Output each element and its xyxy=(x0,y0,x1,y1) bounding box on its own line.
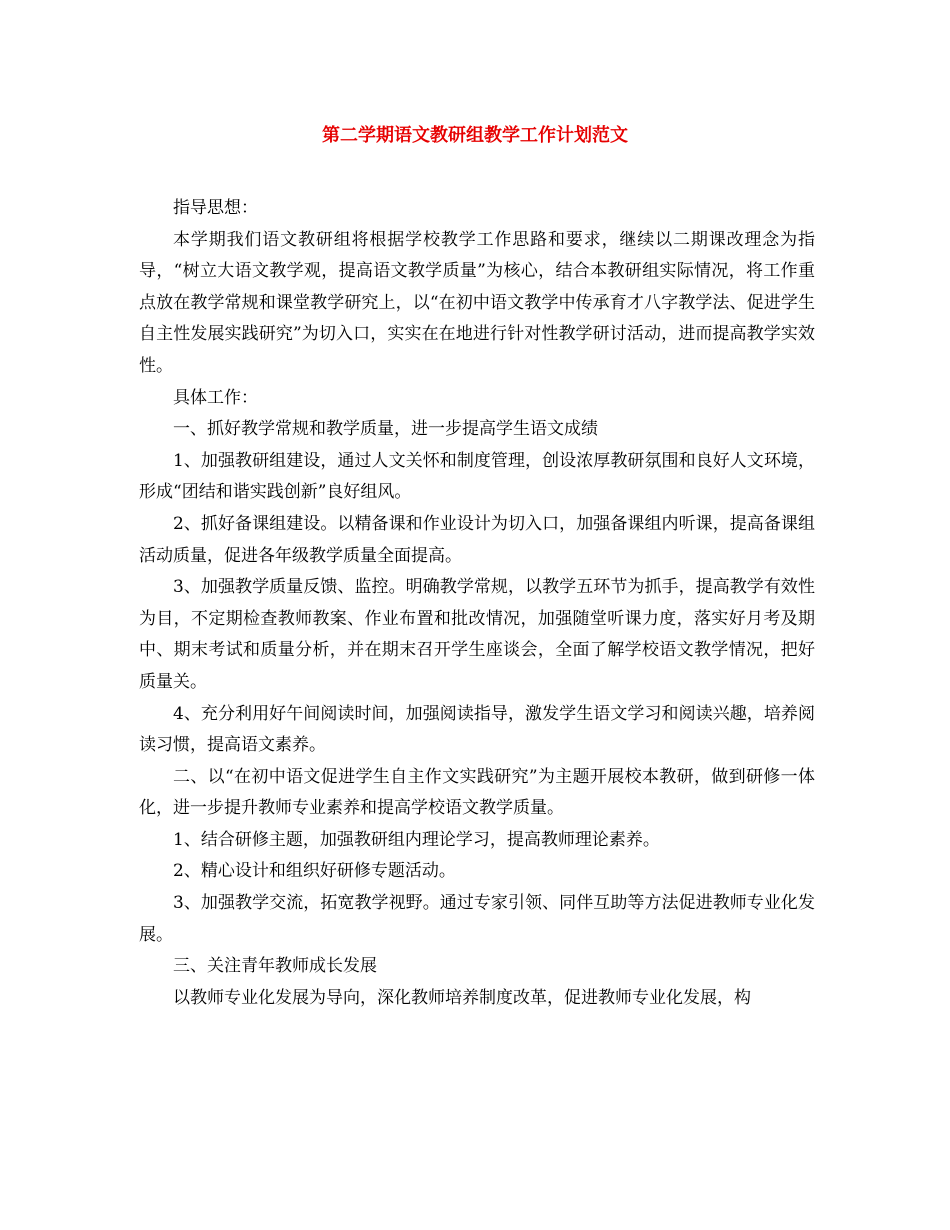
list-item: 2、抓好备课组建设。以精备课和作业设计为切入口，加强备课组内听课，提高备课组活动质量，促进各年级教学质量全面提高。 xyxy=(139,513,815,566)
list-item: 2、精心设计和组织好研修专题活动。 xyxy=(173,861,456,882)
section-heading-3: 三、关注青年教师成长发展 xyxy=(173,956,377,977)
section-heading-1: 一、抓好教学常规和教学质量，进一步提高学生语文成绩 xyxy=(173,419,598,440)
document-body xyxy=(139,193,815,1014)
section-heading-2: 二、以“在初中语文促进学生自主作文实践研究”为主题开展校本教研，做到研修一体化，进一步提升教师专业素养和提高学校语文教学质量。 xyxy=(139,766,815,819)
list-item: 4、充分利用好午间阅读时间，加强阅读指导，激发学生语文学习和阅读兴趣，培养阅读习惯，提高语文素养。 xyxy=(139,703,815,756)
paragraph-specific-work-heading: 具体工作： xyxy=(173,387,258,408)
list-item: 3、加强教学交流，拓宽教学视野。通过专家引领、同伴互助等方法促进教师专业化发展。 xyxy=(139,893,815,945)
paragraph-guiding-ideology: 本学期我们语文教研组将根据学校教学工作思路和要求，继续以二期课改理念为指导，“树立大语文教学观，提高语文教学质量”为核心，结合本教研组实际情况，将工作重点放在教学常规和课堂教学研究上，以“在初中语文教学中传承育才八字教学法、促进学生自主性发展实践研究”为切入口，实实在在地进行针对性教学研讨活动，进而提高教学实效性。 xyxy=(139,229,815,376)
paragraph-teacher-development: 以教师专业化发展为导向，深化教师培养制度改革，促进教师专业化发展，构 xyxy=(173,987,751,1008)
document-title: 第二学期语文教研组教学工作计划范文 xyxy=(322,125,628,146)
list-item: 1、加强教研组建设，通过人文关怀和制度管理，创设浓厚教研氛围和良好人文环境，形成“团结和谐实践创新”良好组风。 xyxy=(139,450,815,503)
list-item: 3、加强教学质量反馈、监控。明确教学常规，以教学五环节为抓手，提高教学有效性为目，不定期检查教师教案、作业布置和批改情况，加强随堂听课力度，落实好月考及期中、期末考试和质量分析，并在期末召开学生座谈会，全面了解学校语文教学情况，把好质量关。 xyxy=(139,577,815,692)
paragraph-guiding-ideology-heading: 指导思想： xyxy=(173,198,258,218)
list-item: 1、结合研修主题，加强教研组内理论学习，提高教师理论素养。 xyxy=(173,829,660,850)
